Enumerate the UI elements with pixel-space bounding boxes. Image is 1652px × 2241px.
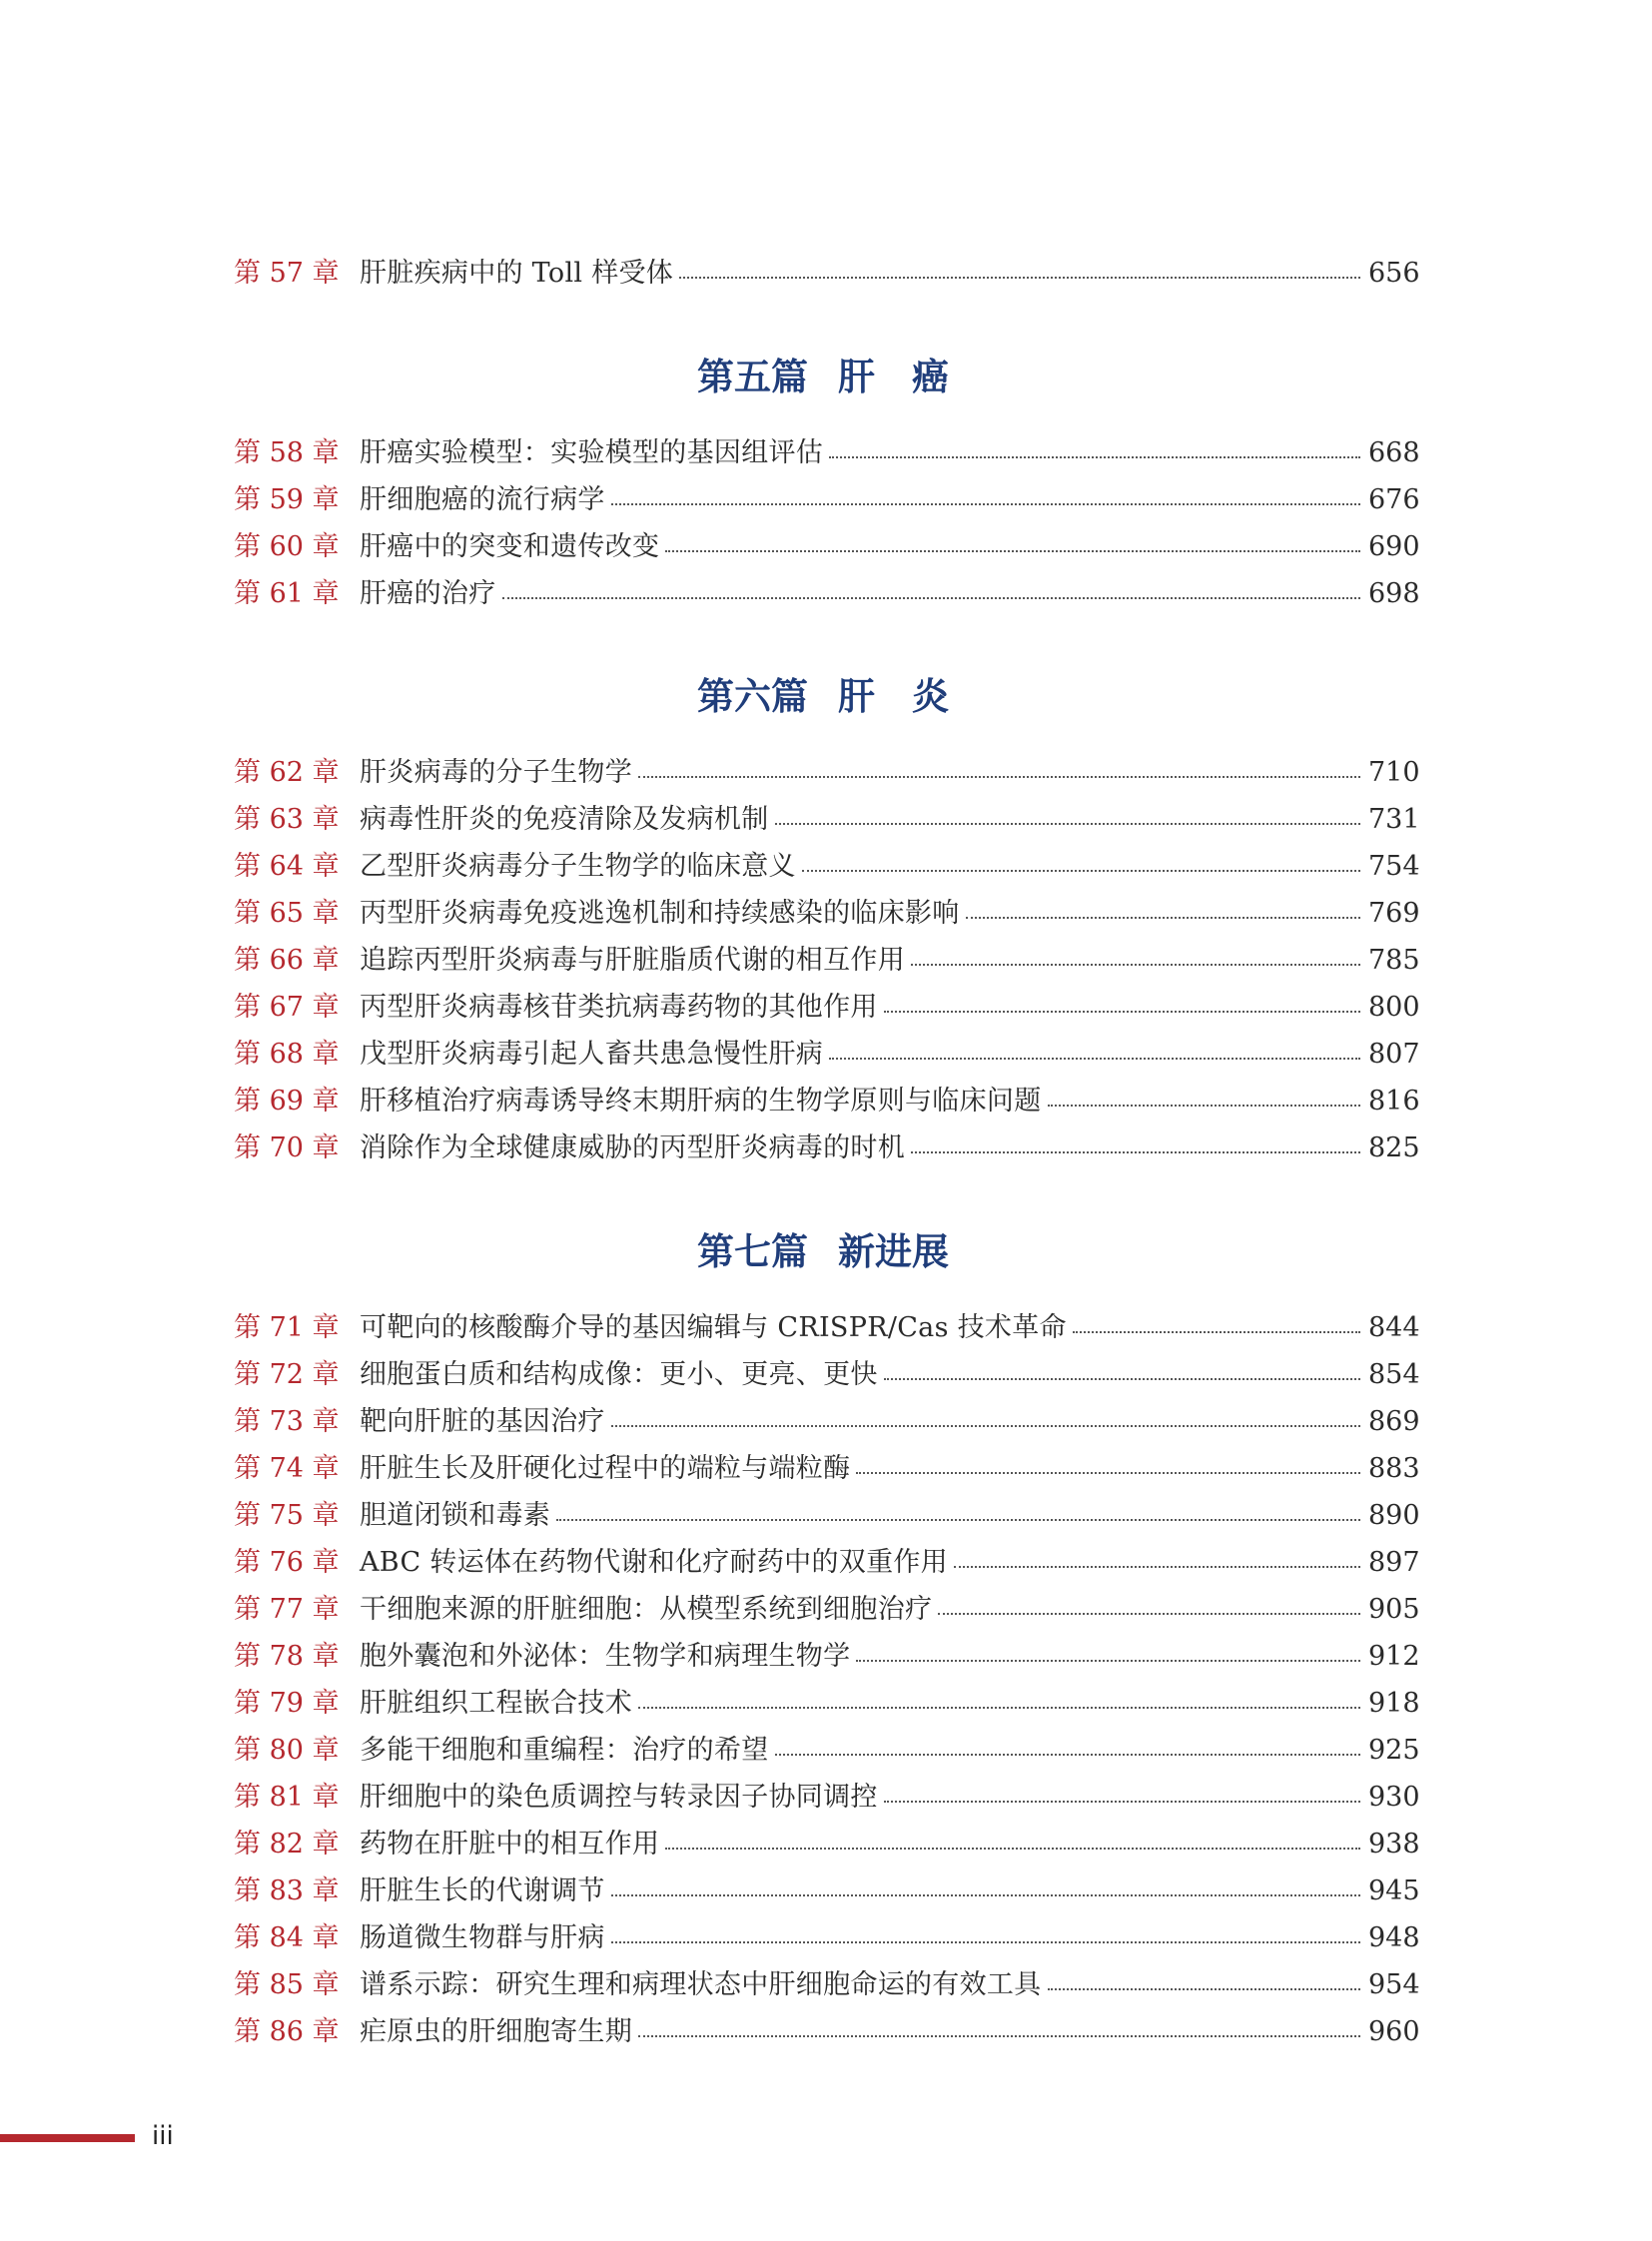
toc-row[interactable]: [234, 1684, 1420, 1724]
dot-leader: [502, 597, 1361, 599]
chapter-title: 丙型肝炎病毒核苷类抗病毒药物的其他作用: [360, 992, 878, 1023]
chapter-number: 第 65 章: [234, 898, 340, 929]
toc-row[interactable]: [234, 1355, 1420, 1395]
page-number: 930: [1368, 1782, 1420, 1813]
chapter-title: 肝癌的治疗: [360, 578, 496, 609]
toc-row[interactable]: [234, 1778, 1420, 1818]
page-number: 869: [1368, 1406, 1420, 1437]
toc-row[interactable]: [234, 1637, 1420, 1677]
toc-row[interactable]: [234, 941, 1420, 981]
page-number: 905: [1368, 1594, 1420, 1625]
page-number: 854: [1368, 1359, 1420, 1390]
chapter-title: 肝脏生长及肝硬化过程中的端粒与端粒酶: [360, 1453, 851, 1484]
dot-leader: [884, 1378, 1360, 1380]
chapter-title: 乙型肝炎病毒分子生物学的临床意义: [360, 851, 796, 882]
toc-row[interactable]: [234, 1543, 1420, 1583]
dot-leader: [556, 1519, 1360, 1521]
chapter-number: 第 75 章: [234, 1500, 340, 1531]
dot-leader: [638, 776, 1360, 778]
toc-row[interactable]: [234, 988, 1420, 1028]
page-number: 945: [1368, 1875, 1420, 1906]
page-number: 800: [1368, 992, 1420, 1023]
chapter-number: 第 68 章: [234, 1039, 340, 1070]
chapter-number: 第 73 章: [234, 1406, 340, 1437]
dot-leader: [829, 1058, 1360, 1060]
chapter-title: 肝细胞中的染色质调控与转录因子协同调控: [360, 1782, 878, 1813]
chapter-number: 第 62 章: [234, 757, 340, 788]
page-number: 656: [1368, 258, 1420, 289]
toc-row[interactable]: [234, 1825, 1420, 1865]
page-number: 918: [1368, 1688, 1420, 1719]
toc-row[interactable]: [234, 894, 1420, 934]
page-number: 890: [1368, 1500, 1420, 1531]
dot-leader: [954, 1566, 1360, 1568]
toc-row[interactable]: [234, 1449, 1420, 1489]
chapter-title: 靶向肝脏的基因治疗: [360, 1406, 605, 1437]
dot-leader: [665, 1848, 1360, 1850]
chapter-number: 第 59 章: [234, 484, 340, 515]
dot-leader: [856, 1660, 1360, 1662]
chapter-title: 胞外囊泡和外泌体：生物学和病理生物学: [360, 1641, 851, 1672]
dot-leader: [911, 1151, 1360, 1153]
chapter-number: 第 71 章: [234, 1312, 340, 1343]
dot-leader: [856, 1472, 1360, 1474]
page-number: 676: [1368, 484, 1420, 515]
page-number: 807: [1368, 1039, 1420, 1070]
chapter-title: 肝炎病毒的分子生物学: [360, 757, 632, 788]
chapter-title: 可靶向的核酸酶介导的基因编辑与 CRISPR/Cas 技术革命: [360, 1312, 1067, 1343]
dot-leader: [829, 456, 1360, 458]
chapter-title: 肠道微生物群与肝病: [360, 1922, 605, 1953]
part-heading: [234, 352, 1412, 401]
chapter-title: 肝脏组织工程嵌合技术: [360, 1688, 632, 1719]
chapter-number: 第 78 章: [234, 1641, 340, 1672]
chapter-title: 谱系示踪：研究生理和病理状态中肝细胞命运的有效工具: [360, 1969, 1042, 2000]
dot-leader: [611, 1941, 1360, 1943]
chapter-number: 第 70 章: [234, 1132, 340, 1163]
chapter-title: 肝癌中的突变和遗传改变: [360, 531, 660, 562]
chapter-number: 第 85 章: [234, 1969, 340, 2000]
page-number: 844: [1368, 1312, 1420, 1343]
toc-row[interactable]: [234, 1402, 1420, 1442]
chapter-number: 第 74 章: [234, 1453, 340, 1484]
footer-accent-bar: [0, 2134, 135, 2142]
page-number: 897: [1368, 1547, 1420, 1578]
chapter-number: 第 61 章: [234, 578, 340, 609]
part-name: 新进展: [838, 1229, 949, 1273]
chapter-title: 追踪丙型肝炎病毒与肝脏脂质代谢的相互作用: [360, 945, 905, 976]
toc-row[interactable]: [234, 1965, 1420, 2005]
page-number: 710: [1368, 757, 1420, 788]
toc-row[interactable]: [234, 1871, 1420, 1911]
chapter-title: 丙型肝炎病毒免疫逃逸机制和持续感染的临床影响: [360, 898, 960, 929]
dot-leader: [611, 1894, 1360, 1896]
toc-row[interactable]: [234, 1035, 1420, 1075]
chapter-number: 第 79 章: [234, 1688, 340, 1719]
dot-leader: [1073, 1331, 1360, 1333]
page-number: 731: [1368, 804, 1420, 835]
chapter-number: 第 82 章: [234, 1829, 340, 1860]
chapter-title: 干细胞来源的肝脏细胞：从模型系统到细胞治疗: [360, 1594, 933, 1625]
chapter-number: 第 81 章: [234, 1782, 340, 1813]
dot-leader: [911, 964, 1360, 966]
toc-row[interactable]: [234, 847, 1420, 887]
toc-row[interactable]: [234, 753, 1420, 793]
toc-row[interactable]: [234, 1496, 1420, 1536]
dot-leader: [938, 1613, 1360, 1615]
chapter-number: 第 77 章: [234, 1594, 340, 1625]
chapter-number: 第 69 章: [234, 1086, 340, 1117]
page-number: 938: [1368, 1829, 1420, 1860]
chapter-number: 第 83 章: [234, 1875, 340, 1906]
chapter-title: 肝脏生长的代谢调节: [360, 1875, 605, 1906]
chapter-title: 肝细胞癌的流行病学: [360, 484, 605, 515]
chapter-title: 病毒性肝炎的免疫清除及发病机制: [360, 804, 769, 835]
dot-leader: [638, 2035, 1360, 2037]
chapter-title: 细胞蛋白质和结构成像：更小、更亮、更快: [360, 1359, 878, 1390]
part-name: 肝 炎: [838, 674, 949, 718]
toc-row[interactable]: [234, 2012, 1420, 2052]
dot-leader: [884, 1011, 1360, 1013]
chapter-title: 多能干细胞和重编程：治疗的希望: [360, 1735, 769, 1766]
toc-row[interactable]: [234, 1308, 1420, 1348]
page-number: 785: [1368, 945, 1420, 976]
chapter-number: 第 86 章: [234, 2016, 340, 2047]
dot-leader: [611, 1425, 1360, 1427]
chapter-title: 戊型肝炎病毒引起人畜共患急慢性肝病: [360, 1039, 824, 1070]
chapter-title: 消除作为全球健康威胁的丙型肝炎病毒的时机: [360, 1132, 905, 1163]
chapter-number: 第 63 章: [234, 804, 340, 835]
chapter-number: 第 60 章: [234, 531, 340, 562]
chapter-number: 第 76 章: [234, 1547, 340, 1578]
toc-row[interactable]: [234, 254, 1420, 294]
chapter-number: 第 72 章: [234, 1359, 340, 1390]
chapter-number: 第 57 章: [234, 258, 340, 289]
page-number: 948: [1368, 1922, 1420, 1953]
page-number: 925: [1368, 1735, 1420, 1766]
part-label: 第七篇: [697, 1229, 808, 1273]
dot-leader: [802, 870, 1360, 872]
toc-row[interactable]: [234, 1590, 1420, 1630]
chapter-title: 肝脏疾病中的 Toll 样受体: [360, 258, 674, 289]
dot-leader: [665, 550, 1360, 552]
dot-leader: [775, 1754, 1361, 1756]
chapter-number: 第 64 章: [234, 851, 340, 882]
toc-row[interactable]: [234, 433, 1420, 473]
footer-page-number: iii: [152, 2121, 174, 2151]
chapter-title: 肝癌实验模型：实验模型的基因组评估: [360, 437, 824, 468]
page-number: 690: [1368, 531, 1420, 562]
page-number: 960: [1368, 2016, 1420, 2047]
part-heading: [234, 1226, 1412, 1276]
dot-leader: [679, 277, 1360, 279]
dot-leader: [638, 1707, 1360, 1709]
page-number: 825: [1368, 1132, 1420, 1163]
dot-leader: [884, 1801, 1360, 1803]
chapter-number: 第 58 章: [234, 437, 340, 468]
part-label: 第五篇: [697, 355, 808, 398]
toc-row[interactable]: [234, 480, 1420, 520]
dot-leader: [1048, 1105, 1361, 1107]
chapter-number: 第 84 章: [234, 1922, 340, 1953]
page-number: 912: [1368, 1641, 1420, 1672]
chapter-number: 第 66 章: [234, 945, 340, 976]
chapter-title: 疟原虫的肝细胞寄生期: [360, 2016, 632, 2047]
page-number: 754: [1368, 851, 1420, 882]
chapter-title: 药物在肝脏中的相互作用: [360, 1829, 660, 1860]
page-number: 698: [1368, 578, 1420, 609]
page-number: 816: [1368, 1086, 1420, 1117]
dot-leader: [611, 503, 1360, 505]
toc-row[interactable]: [234, 1082, 1420, 1121]
part-label: 第六篇: [697, 674, 808, 718]
part-name: 肝 癌: [838, 355, 949, 398]
toc-row[interactable]: [234, 527, 1420, 567]
toc-row[interactable]: [234, 574, 1420, 614]
dot-leader: [775, 823, 1361, 825]
page-number: 769: [1368, 898, 1420, 929]
toc-row[interactable]: [234, 1918, 1420, 1958]
page-number: 668: [1368, 437, 1420, 468]
chapter-number: 第 80 章: [234, 1735, 340, 1766]
page-number: 883: [1368, 1453, 1420, 1484]
chapter-title: ABC 转运体在药物代谢和化疗耐药中的双重作用: [360, 1547, 948, 1578]
toc-row[interactable]: [234, 1128, 1420, 1168]
chapter-title: 肝移植治疗病毒诱导终末期肝病的生物学原则与临床问题: [360, 1086, 1042, 1117]
dot-leader: [966, 917, 1360, 919]
dot-leader: [1048, 1988, 1361, 1990]
toc-row[interactable]: [234, 800, 1420, 840]
part-heading: [234, 671, 1412, 721]
chapter-title: 胆道闭锁和毒素: [360, 1500, 551, 1531]
page-number: 954: [1368, 1969, 1420, 2000]
toc-row[interactable]: [234, 1731, 1420, 1771]
chapter-number: 第 67 章: [234, 992, 340, 1023]
